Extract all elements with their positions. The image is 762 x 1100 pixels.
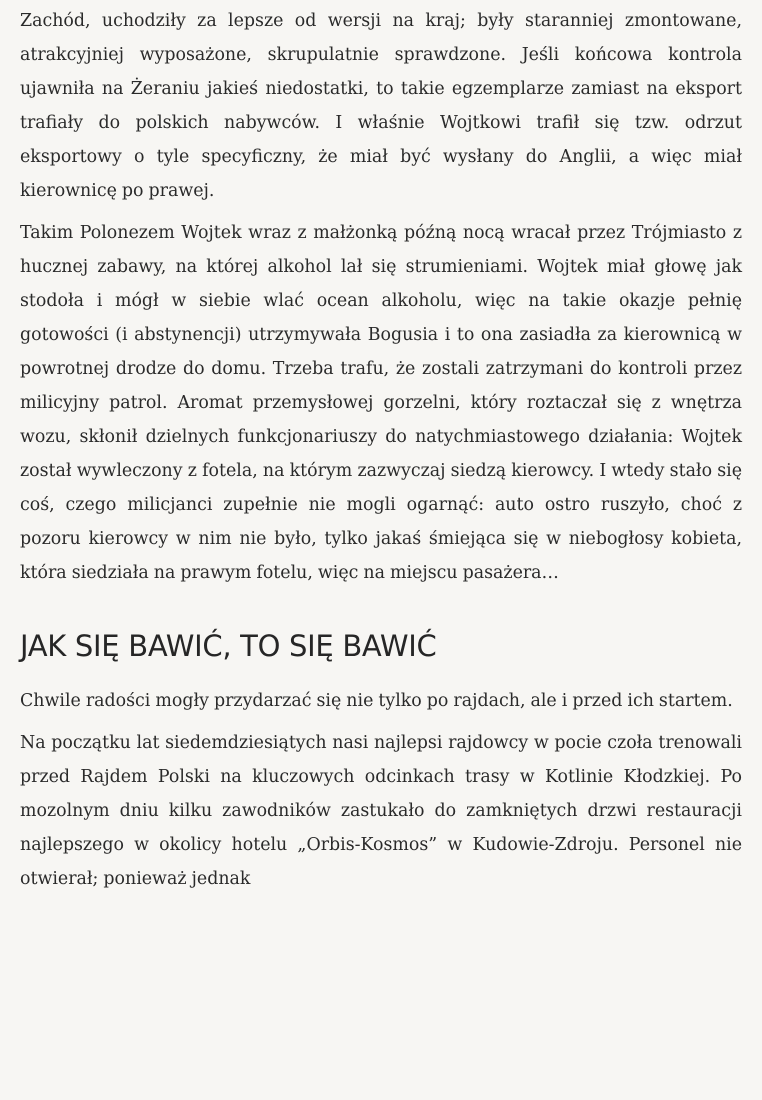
page-body bbox=[20, 4, 742, 896]
section-heading: JAK SIĘ BAWIĆ, TO SIĘ BAWIĆ bbox=[20, 629, 437, 663]
paragraph-intro: Chwile radości mogły przydarzać się nie tylko po rajdach, ale i przed ich startem. bbox=[20, 691, 733, 711]
paragraph-kudowa-story: Na początku lat siedemdziesiątych nasi najlepsi rajdowcy w pocie czoła trenowali przed Rajdem Polski na kluczowych odcinkach trasy w Kotlinie Kłodzkiej. Po mozolnym dniu kilku zawodników zastukało do zamkniętych drzwi restauracji najlepszego w okolicy hotelu „Orbis-Kosmos” w Kudowie-Zdroju. Personel nie otwierał; ponieważ jednak bbox=[20, 733, 742, 889]
paragraph-polonez-story: Takim Polonezem Wojtek wraz z małżonką późną nocą wracał przez Trójmiasto z hucznej zabawy, na której alkohol lał się strumieniami. Wojtek miał głowę jak stodoła i mógł w siebie wlać ocean alkoholu, więc na takie okazje pełnię gotowości (i abstynencji) utrzymywała Bogusia i to ona zasiadła za kierownicą w powrotnej drodze do domu. Trzeba trafu, że zostali zatrzymani do kontroli przez milicyjny patrol. Aromat przemysłowej gorzelni, który roztaczał się z wnętrza wozu, skłonił dzielnych funkcjonariuszy do natychmiastowego działania: Wojtek został wywleczony z fotela, na którym zazwyczaj siedzą kierowcy. I wtedy stało się coś, czego milicjanci zupełnie nie mogli ogarnąć: auto ostro ruszyło, choć z pozoru kierowcy w nim nie było, tylko jakaś śmiejąca się w niebogłosy kobieta, która siedziała na prawym fotelu, więc na miejscu pasażera… bbox=[20, 223, 742, 583]
paragraph-export-reject: Zachód, uchodziły za lepsze od wersji na kraj; były staranniej zmontowane, atrakcyjniej wyposażone, skrupulatnie sprawdzone. Jeśli końcowa kontrola ujawniła na Żeraniu jakieś niedostatki, to takie egzemplarze zamiast na eksport trafiały do polskich nabywców. I właśnie Wojtkowi trafił się tzw. odrzut eksportowy o tyle specyficzny, że miał być wysłany do Anglii, a więc miał kierownicę po prawej. bbox=[20, 11, 742, 201]
